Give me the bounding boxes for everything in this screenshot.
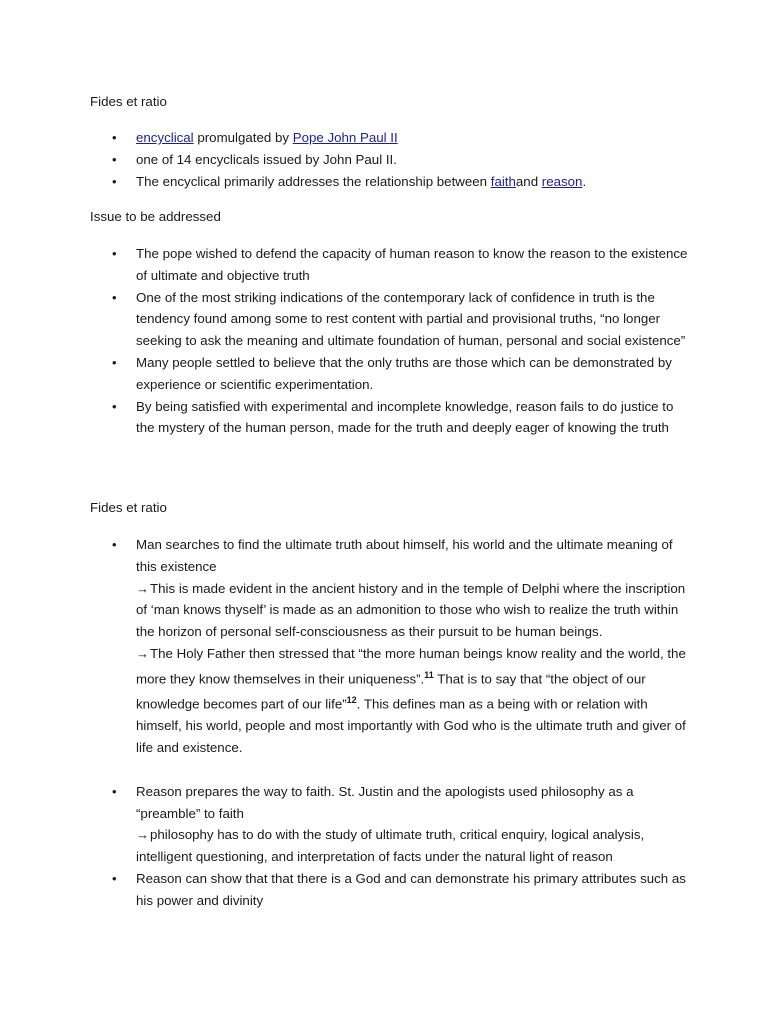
list-item (90, 396, 690, 440)
list-item-text: By being satisfied with experimental and incomplete knowledge, reason fails to do justice to the mystery of the human person, made for the truth and deeply eager of knowing the truth (136, 398, 674, 436)
section-heading-issue: Issue to be addressed (90, 209, 221, 224)
list-item (90, 352, 690, 396)
list-item-subtext: This is made evident in the ancient history and in the temple of Delphi where the inscription of ‘man knows thyself’ is made as an admonition to those who wish to realize the truth within the horizon of personal self-consciousness as their pursuit to be human beings. (136, 580, 686, 640)
list-item-text: one of 14 encyclicals issued by John Paul II. (136, 151, 397, 167)
list-item-subtext: That is to say that “the object of our knowledge becomes part of our life” (136, 671, 646, 712)
list-item (90, 781, 690, 868)
footnote-ref: 11 (424, 669, 434, 680)
list-item (90, 868, 690, 912)
list-item-text: Many people settled to believe that the only truths are those which can be demonstrated by experience or scientific experimentation. (136, 354, 672, 392)
list-item (90, 149, 690, 171)
list-item (90, 534, 690, 781)
arrow-icon: → (136, 827, 149, 843)
reason-link[interactable]: reason (541, 173, 583, 189)
list-item-text: Reason can show that that there is a God and can demonstrate his primary attributes such as his power and divinity (136, 871, 686, 908)
arrow-icon: → (136, 580, 149, 596)
list-item-text: Reason prepares the way to faith. St. Justin and the apologists used philosophy as a “preamble” to faith (136, 783, 634, 821)
list-item-text: . (582, 173, 587, 189)
list-item (90, 287, 690, 352)
section-heading-fides-et-ratio: Fides et ratio (90, 94, 167, 109)
faith-link[interactable]: faith (490, 173, 516, 189)
list-item-text: One of the most striking indications of the contemporary lack of confidence in truth is the tendency found among some to rest content with partial and provisional truths, “no longer seeking to ask the meaning and ultimate foundation of human, personal and social existence” (136, 289, 686, 349)
list-item-text: and (515, 173, 542, 189)
issue-bullet-list (90, 243, 690, 439)
main-bullet-list (90, 534, 690, 912)
intro-bullet-list (90, 127, 690, 192)
footnote-ref: 12 (346, 695, 357, 705)
list-item-text: promulgated by (193, 130, 293, 145)
list-item-text: Man searches to find the ultimate truth about himself, his world and the ultimate meaning of this existence (136, 537, 673, 574)
list-item (90, 243, 690, 287)
list-item-subtext: . This defines man as a being with or relation with himself, his world, people and most importantly with God who is the ultimate truth and giver of life and existence. (136, 696, 686, 756)
encyclical-link[interactable]: encyclical (136, 130, 194, 145)
list-item-subtext: philosophy has to do with the study of ultimate truth, critical enquiry, logical analysis, intelligent questioning, and interpretation of facts under the natural light of reason (136, 827, 645, 865)
list-item-text: The encyclical primarily addresses the relationship between (136, 173, 491, 189)
section-heading-fides-et-ratio-2: Fides et ratio (90, 500, 167, 515)
spacer (136, 759, 690, 781)
list-item-text: The pope wished to defend the capacity of human reason to know the reason to the existence of ultimate and objective truth (136, 246, 688, 283)
list-item (90, 127, 690, 149)
pope-john-paul-ii-link[interactable]: Pope John Paul II (292, 130, 398, 145)
list-item (90, 171, 690, 193)
arrow-icon: → (136, 645, 149, 661)
list-item-subtext: The Holy Father then stressed that “the more human beings know reality and the world, the more they know themselves in their uniqueness”. (136, 645, 686, 687)
